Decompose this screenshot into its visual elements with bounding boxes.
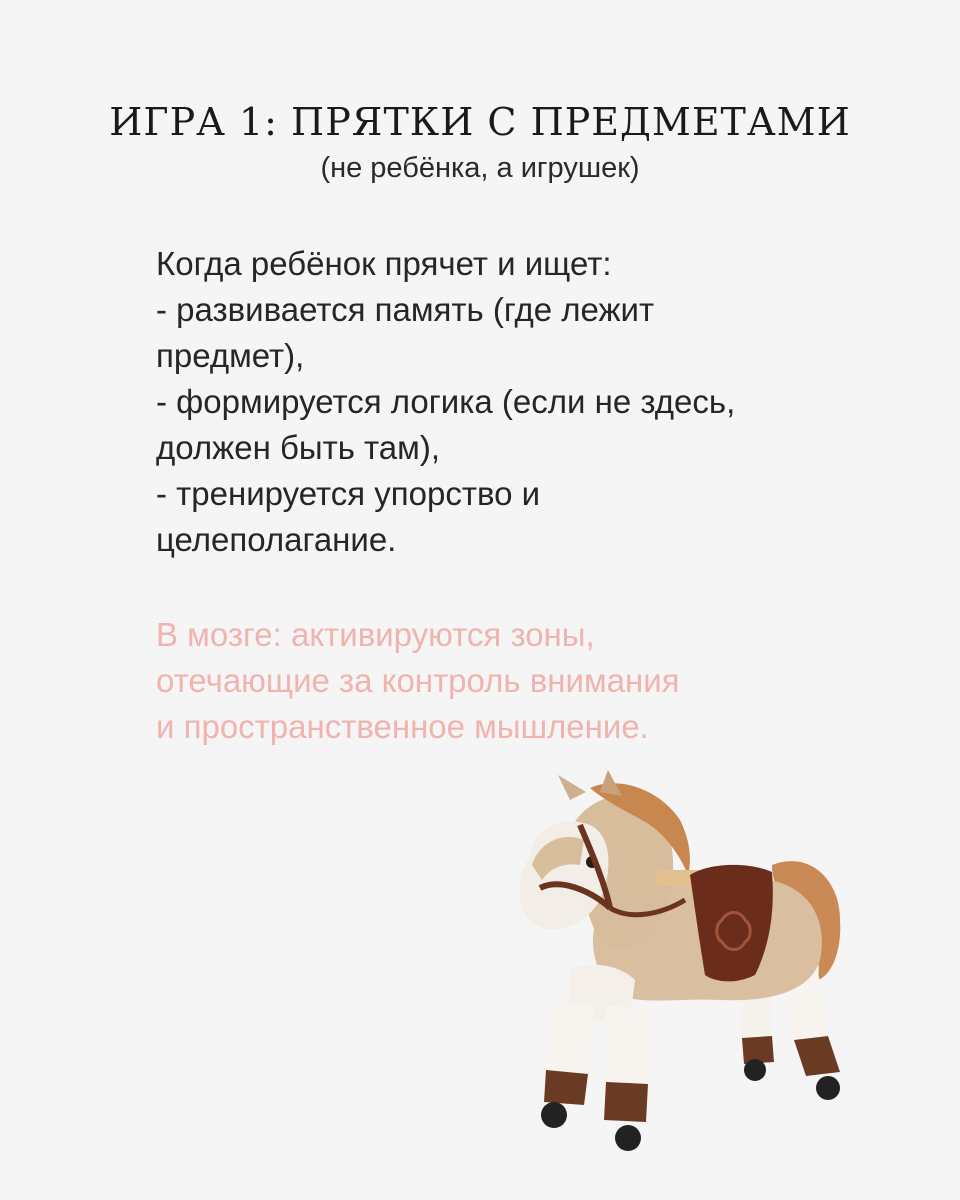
page-title: ИГРА 1: ПРЯТКИ С ПРЕДМЕТАМИ [109,100,851,144]
text-line: целеполагание. [156,521,397,558]
benefits-text [156,241,876,563]
text-line: предмет), [156,337,305,374]
text-line: - формируется логика (если не здесь, [156,383,736,420]
text-line: Когда ребёнок прячет и ищет: [156,245,612,282]
text-line: - развивается память (где лежит [156,291,655,328]
page-subtitle: (не ребёнка, а игрушек) [320,152,640,184]
note-line: В мозге: активируются зоны, [156,616,595,653]
note-line: и пространственное мышление. [156,708,649,745]
text-line: - тренируется упорство и [156,475,541,512]
note-line: отечающие за контроль внимания [156,662,680,699]
brain-note [156,612,876,750]
text-line: должен быть там), [156,429,440,466]
toy-horse-icon [510,770,860,1170]
